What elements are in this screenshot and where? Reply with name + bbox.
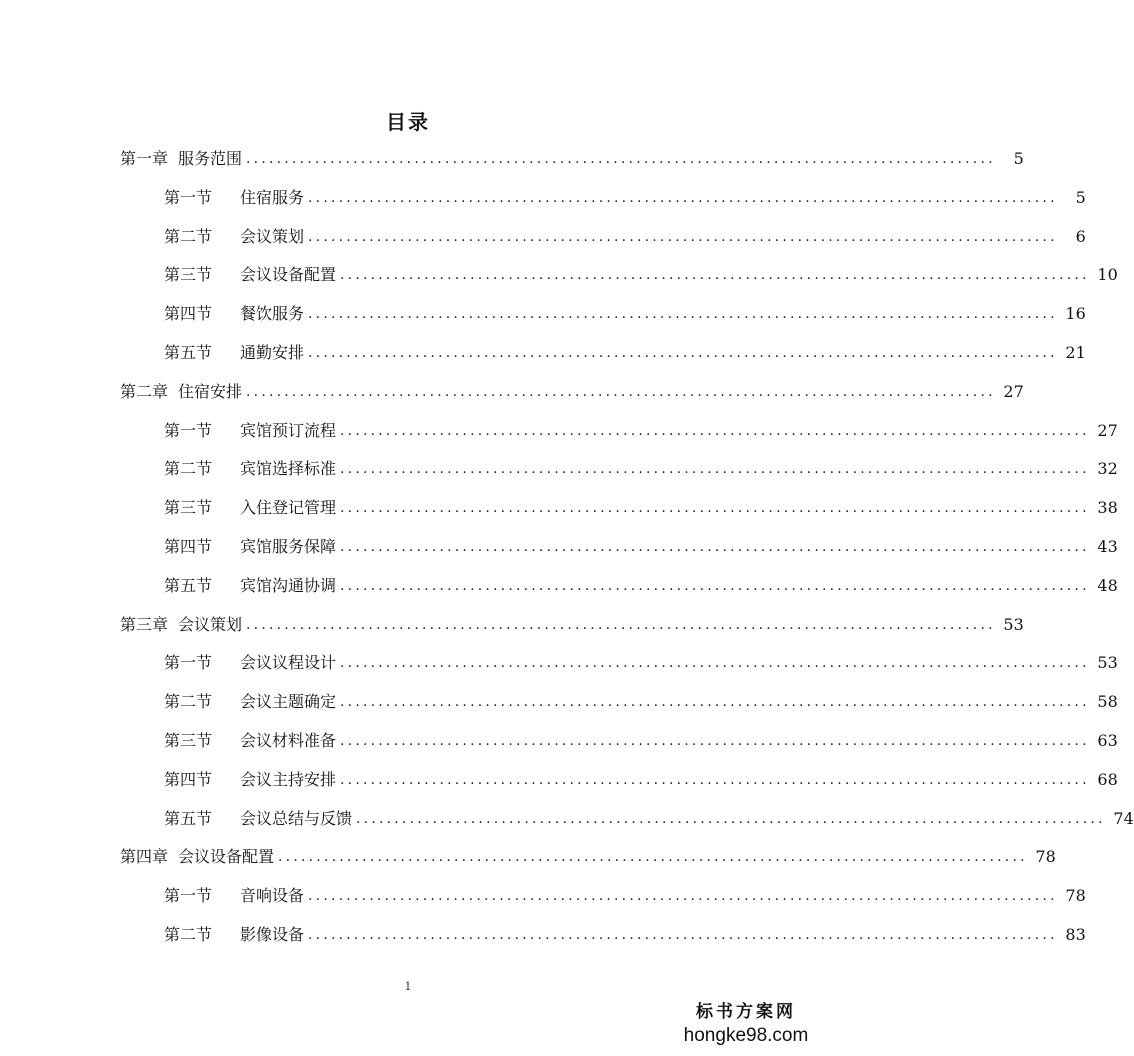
dot-leader: .................................................................................................. (278, 849, 1028, 866)
entry-number: 第二节 (164, 925, 213, 944)
toc-section-entry[interactable] (164, 302, 1086, 326)
watermark-logo (676, 1000, 816, 1056)
dot-leader: .................................................................................................. (246, 151, 996, 167)
toc-section-entry[interactable] (164, 729, 1118, 753)
entry-number: 第一节 (164, 653, 213, 673)
dot-leader: .................................................................................................. (340, 771, 1090, 788)
entry-title: 宾馆选择标准 (240, 459, 337, 479)
toc-section-entry[interactable] (164, 574, 1118, 598)
toc-section-entry[interactable] (164, 419, 1118, 443)
entry-number: 第四节 (164, 537, 213, 556)
toc-chapter-entry[interactable] (120, 845, 1056, 869)
entry-title: 宾馆沟通协调 (240, 575, 337, 595)
entry-page-number: 16 (1065, 304, 1086, 324)
entry-number: 第五节 (164, 575, 213, 595)
entry-number: 第四节 (164, 769, 213, 789)
entry-page-number: 68 (1097, 769, 1118, 789)
entry-page-number: 58 (1097, 692, 1118, 712)
watermark-name: 标书方案网 (696, 1002, 796, 1022)
entry-page-number: 32 (1097, 459, 1118, 479)
dot-leader: .................................................................................................. (308, 927, 1058, 943)
entry-page-number: 5 (1013, 149, 1024, 168)
entry-page-number: 78 (1065, 886, 1086, 906)
entry-title: 会议主题确定 (240, 692, 337, 712)
toc-section-entry[interactable] (164, 457, 1118, 481)
entry-number: 第一节 (164, 420, 213, 440)
toc-section-entry[interactable] (164, 341, 1086, 365)
entry-number: 第三节 (164, 265, 213, 285)
entry-number: 第一章 (120, 149, 169, 168)
entry-page-number: 27 (1097, 420, 1118, 440)
entry-title: 会议总结与反馈 (240, 808, 353, 828)
entry-title: 会议设备配置 (178, 847, 275, 867)
entry-number: 第二节 (164, 692, 213, 712)
page-number: 1 (404, 980, 412, 993)
entry-page-number: 53 (1097, 653, 1118, 673)
entry-page-number: 83 (1065, 925, 1086, 944)
toc-section-entry[interactable] (164, 884, 1086, 908)
entry-title: 住宿服务 (240, 187, 305, 207)
toc-section-entry[interactable] (164, 807, 1134, 831)
watermark-url: hongke98.com (683, 1025, 809, 1046)
entry-page-number: 5 (1075, 187, 1086, 207)
entry-page-number: 10 (1097, 265, 1118, 285)
toc-section-entry[interactable] (164, 263, 1118, 287)
dot-leader: .................................................................................................. (340, 733, 1090, 749)
toc-section-entry[interactable] (164, 535, 1118, 559)
entry-title: 住宿安排 (178, 381, 243, 401)
toc-section-entry[interactable] (164, 923, 1086, 947)
dot-leader: .................................................................................................. (340, 500, 1090, 517)
entry-page-number: 21 (1065, 343, 1086, 362)
entry-title: 影像设备 (240, 925, 305, 944)
entry-page-number: 38 (1097, 498, 1118, 518)
dot-leader: .................................................................................................. (340, 267, 1090, 284)
entry-page-number: 53 (1003, 614, 1024, 634)
entry-number: 第五节 (164, 343, 213, 362)
entry-title: 通勤安排 (240, 343, 305, 362)
toc-section-entry[interactable] (164, 690, 1118, 714)
entry-page-number: 74 (1113, 808, 1134, 828)
entry-number: 第三节 (164, 731, 213, 750)
entry-page-number: 6 (1075, 226, 1086, 246)
entry-title: 会议主持安排 (240, 769, 337, 789)
dot-leader: .................................................................................................. (356, 810, 1106, 827)
dot-leader: .................................................................................................. (308, 306, 1058, 323)
entry-page-number: 27 (1003, 381, 1024, 401)
entry-number: 第一节 (164, 187, 213, 207)
toc-section-entry[interactable] (164, 225, 1086, 249)
entry-page-number: 43 (1097, 537, 1118, 556)
entry-number: 第二节 (164, 459, 213, 479)
entry-number: 第二章 (120, 381, 169, 401)
dot-leader: .................................................................................................. (340, 539, 1090, 555)
dot-leader: .................................................................................................. (246, 383, 996, 400)
toc-section-entry[interactable] (164, 651, 1118, 675)
dot-leader: .................................................................................................. (308, 228, 1058, 245)
entry-number: 第三章 (120, 614, 169, 634)
dot-leader: .................................................................................................. (308, 345, 1058, 361)
entry-title: 宾馆服务保障 (240, 537, 337, 556)
dot-leader: .................................................................................................. (340, 577, 1090, 594)
entry-title: 会议策划 (178, 614, 243, 634)
entry-title: 餐饮服务 (240, 304, 305, 324)
entry-number: 第四节 (164, 304, 213, 324)
dot-leader: .................................................................................................. (340, 422, 1090, 439)
entry-page-number: 63 (1097, 731, 1118, 750)
toc-chapter-entry[interactable] (120, 613, 1024, 637)
toc-chapter-entry[interactable] (120, 380, 1024, 404)
entry-number: 第五节 (164, 808, 213, 828)
toc-section-entry[interactable] (164, 768, 1118, 792)
toc-title: 目录 (386, 110, 430, 134)
entry-title: 会议材料准备 (240, 731, 337, 750)
entry-number: 第二节 (164, 226, 213, 246)
dot-leader: .................................................................................................. (246, 616, 996, 633)
entry-title: 入住登记管理 (240, 498, 337, 518)
entry-number: 第四章 (120, 847, 169, 867)
entry-title: 会议设备配置 (240, 265, 337, 285)
dot-leader: .................................................................................................. (340, 655, 1090, 672)
entry-title: 服务范围 (178, 149, 243, 168)
entry-title: 宾馆预订流程 (240, 420, 337, 440)
entry-title: 会议议程设计 (240, 653, 337, 673)
dot-leader: .................................................................................................. (308, 888, 1058, 905)
dot-leader: .................................................................................................. (340, 461, 1090, 478)
entry-title: 会议策划 (240, 226, 305, 246)
entry-number: 第三节 (164, 498, 213, 518)
entry-title: 音响设备 (240, 886, 305, 906)
dot-leader: .................................................................................................. (308, 189, 1058, 206)
dot-leader: .................................................................................................. (340, 694, 1090, 711)
entry-page-number: 78 (1035, 847, 1056, 867)
toc-section-entry[interactable] (164, 186, 1086, 210)
entry-page-number: 48 (1097, 575, 1118, 595)
entry-number: 第一节 (164, 886, 213, 906)
toc-section-entry[interactable] (164, 496, 1118, 520)
toc-chapter-entry[interactable] (120, 147, 1024, 171)
